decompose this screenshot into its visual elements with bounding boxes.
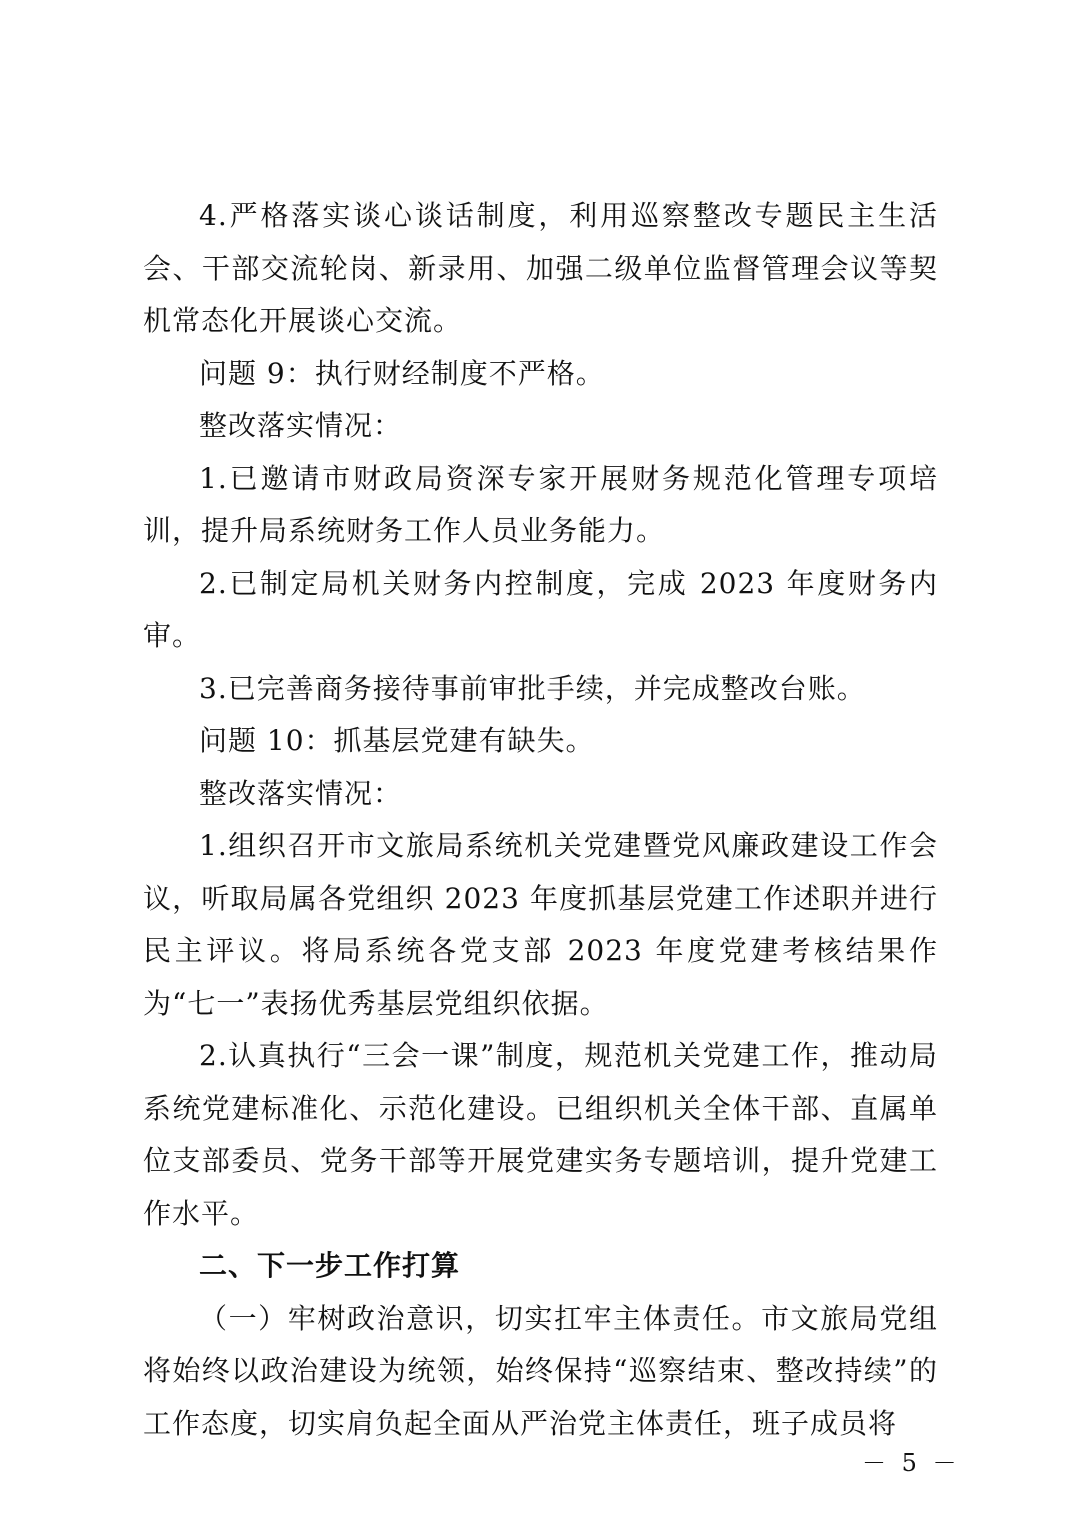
problem-10-title: 问题 10：抓基层党建有缺失。 xyxy=(199,724,595,757)
page-number: － 5 － xyxy=(862,1449,961,1477)
paragraph-item-4-talks: 4.严格落实谈心谈话制度，利用巡察整改专题民主生活会、干部交流轮岗、新录用、加强二级单位监督管理会议等契机常态化开展谈心交流。 xyxy=(143,199,938,337)
problem-9-title: 问题 9：执行财经制度不严格。 xyxy=(199,356,605,390)
rectification-label-2: 整改落实情况： xyxy=(199,776,403,810)
paragraph-item-1-meeting: 1.组织召开市文旅局系统机关党建暨党风廉政建设工作会议，听取局属各党组织 2023 年度抓基层党建工作述职并进行民主评议。将局系统各党支部 2023 年度党建考核结果作为“七一”表扬优秀基层党组织依据。 xyxy=(143,829,938,1020)
closing-paragraph: （一）牢树政治意识，切实扛牢主体责任。市文旅局党组将始终以政治建设为统领，始终保持“巡察结束、整改持续”的工作态度，切实肩负起全面从严治党主体责任，班子成员将 xyxy=(143,1301,938,1440)
document-page xyxy=(143,190,938,1450)
paragraph-item-1-training: 1.已邀请市财政局资深专家开展财务规范化管理专项培训，提升局系统财务工作人员业务能力。 xyxy=(143,461,938,547)
paragraph-item-2-system: 2.认真执行“三会一课”制度，规范机关党建工作，推动局系统党建标准化、示范化建设。已组织机关全体干部、直属单位支部委员、党务干部等开展党建实务专题培训，提升党建工作水平。 xyxy=(143,1039,938,1230)
paragraph-item-3-reception: 3.已完善商务接待事前审批手续，并完成整改台账。 xyxy=(199,671,866,705)
rectification-label-1: 整改落实情况： xyxy=(199,409,403,442)
section-heading: 二、下一步工作打算 xyxy=(199,1249,461,1282)
paragraph-item-2-audit: 2.已制定局机关财务内控制度，完成 2023 年度财务内审。 xyxy=(143,566,938,652)
